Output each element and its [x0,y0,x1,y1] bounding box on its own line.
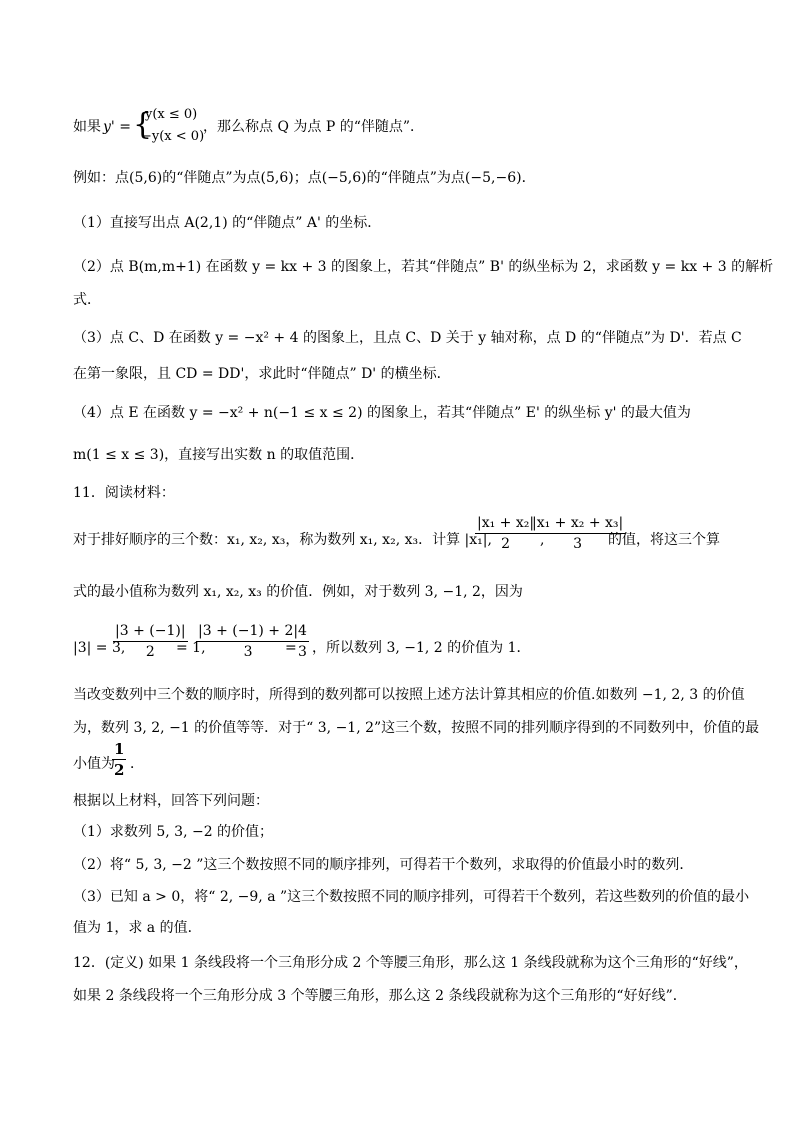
fraction-separator: , [540,532,545,548]
q11-question-prompt: 根据以上材料，回答下列问题： [73,793,269,809]
piecewise-brace: { [133,107,153,142]
q10-part-2-line-2: 式． [73,292,101,308]
q11-paragraph-line-3-suffix: ． [130,756,144,772]
q12-line-1: 12．(定义) 如果 1 条线段将一个三角形分成 2 个等腰三角形，那么这 1 条线段就称为这个三角形的“好线”， [73,955,748,971]
q12-line-2: 如果 2 条线段将一个三角形分成 3 个等腰三角形，那么这 2 条线段就称为这个三角形的“好好线”． [73,988,687,1004]
half-numerator: 1 [114,740,125,758]
q11-fraction-1-numerator: |x₁ + x₂| [477,515,535,531]
fraction-bar [112,759,126,760]
q11-intro-prefix: 对于排好顺序的三个数：x₁, x₂, x₃，称为数列 x₁, x₂, x₃．计算 |x₁|, [73,532,492,548]
half-denominator: 2 [114,761,125,779]
example-fraction-3-denominator: 3 [298,644,307,660]
q10-part-1: （1）直接写出点 A(2,1) 的“伴随点” A' 的坐标． [73,215,382,231]
example-line: 例如：点(5,6)的“伴随点”为点(5,6)；点(−5,6)的“伴随点”为点(−5,−6)． [73,170,536,186]
example-equals-2: = [285,640,297,656]
q11-fraction-2-denominator: 3 [573,536,583,552]
example-fraction-1-numerator: |3 + (−1)| [115,623,186,639]
example-fraction-2-numerator: |3 + (−1) + 2| [198,623,299,639]
q11-subquestion-2: （2）将“ 5, 3, −2 ”这三个数按照不同的顺序排列，可得若干个数列，求取得的价值最小时的数列． [73,857,694,873]
q11-fraction-1-denominator: 2 [501,536,510,552]
q11-subquestion-1: （1）求数列 5, 3, −2 的价值； [73,824,274,840]
q11-paragraph-line-1: 当改变数列中三个数的顺序时，所得到的数列都可以按照上述方法计算其相应的价值.如数列 −1, 2, 3 的价值 [73,687,745,703]
q11-paragraph-line-3-prefix: 小值为 [73,756,115,772]
q11-fraction-2-numerator: |x₁ + x₂ + x₃| [532,515,624,531]
fraction-bar [475,533,536,534]
example-tail: ，所以数列 3, −1, 2 的价值为 1． [312,640,531,656]
example-equals-1: = 1, [176,640,206,656]
q10-part-2-line-1: （2）点 B(m,m+1) 在函数 y = kx + 3 的图象上，若其“伴随点” B' 的纵坐标为 2，求函数 y = kx + 3 的解析 [73,259,774,275]
q10-part-3-line-1: （3）点 C、D 在函数 y = −x² + 4 的图象上，且点 C、D 关于 y 轴对称，点 D 的“伴随点”为 D'．若点 C [73,330,742,346]
q10-part-4-line-2: m(1 ≤ x ≤ 3)，直接写出实数 n 的取值范围． [73,447,365,463]
definition-prefix: 如果 [73,119,101,135]
q10-part-3-line-2: 在第一象限，且 CD = DD'，求此时“伴随点” D' 的横坐标． [73,366,451,382]
fraction-bar [296,641,309,642]
piecewise-case-1: y(x ≤ 0) [145,107,198,122]
q10-part-4-line-1: （4）点 E 在函数 y = −x² + n(−1 ≤ x ≤ 2) 的图象上，若其“伴随点” E' 的纵坐标 y' 的最大值为 [73,405,691,421]
q11-subquestion-3-line-1: （3）已知 a > 0，将“ 2, −9, a ”这三个数按照不同的顺序排列，可得若干个数列，若这些数列的价值的最小 [73,889,750,905]
piecewise-case-2: −y(x < 0) [141,129,205,144]
example-fraction-1-denominator: 2 [145,644,155,660]
example-fraction-2-denominator: 3 [243,644,253,660]
q11-fraction-1 [475,514,536,553]
definition-suffix: ，那么称点 Q 为点 P 的“伴随点”． [203,119,425,135]
half-fraction [112,740,126,779]
q11-paragraph-line-2: 为，数列 3, 2, −1 的价值等等．对于“ 3, −1, 2”这三个数，按照不同的排列顺序得到的不同数列中，价值的最 [73,720,760,736]
definition-y-prime: y' = [103,119,131,135]
q11-line-2: 式的最小值称为数列 x₁, x₂, x₃ 的价值．例如，对于数列 3, −1, 2，因为 [73,584,523,600]
q11-subquestion-3-line-2: 值为 1，求 a 的值． [73,920,202,936]
q11-intro-suffix: 的值，将这三个算 [608,532,720,548]
q11-title: 11．阅读材料： [73,485,175,501]
example-fraction-3 [296,622,309,661]
example-fraction-3-numerator: 4 [298,623,307,639]
example-abs-value: |3| = 3, [73,640,126,656]
